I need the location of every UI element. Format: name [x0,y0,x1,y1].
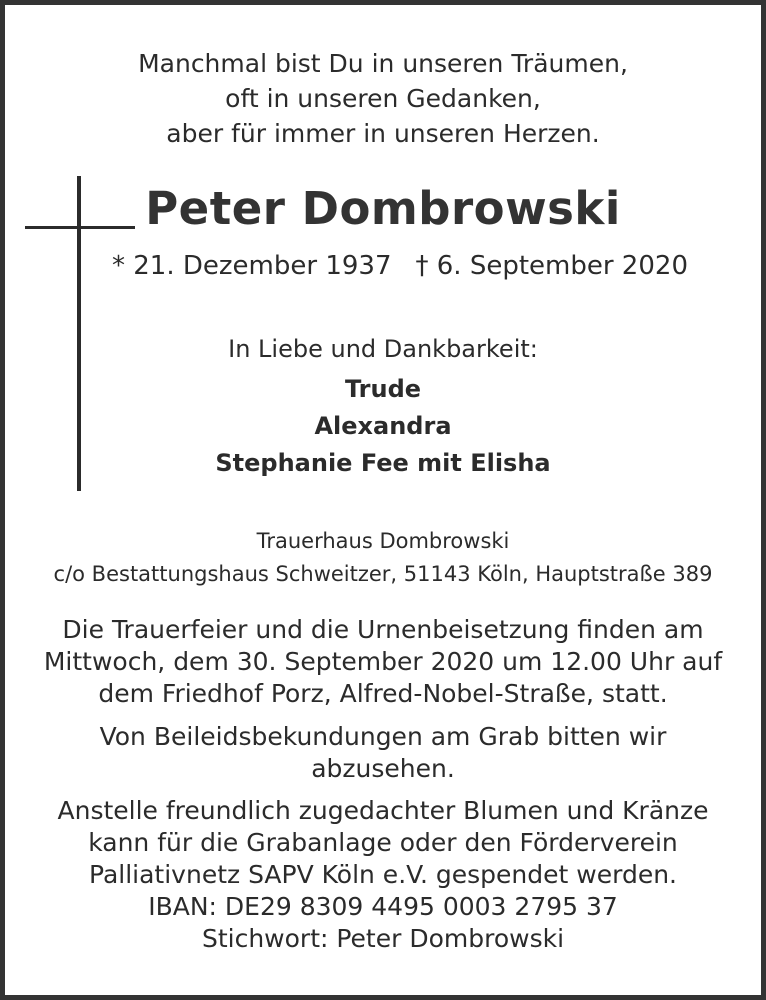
donation-line: kann für die Grabanlage oder den Förderverein [88,828,678,857]
keyword-line: Stichwort: Peter Dombrowski [201,924,565,953]
family-member: Stephanie Fee mit Elisha [215,449,551,477]
condolences-paragraph [0,721,766,785]
address-line: Trauerhaus Dombrowski [256,529,510,553]
memorial-poem [0,46,766,151]
poem-line: aber für immer in unseren Herzen. [166,119,600,148]
ceremony-line: Mittwoch, dem 30. September 2020 um 12.00 Uhr auf [43,647,723,676]
ceremony-line: dem Friedhof Porz, Alfred-Nobel-Straße, statt. [98,679,668,708]
life-dates [112,249,688,283]
death-date: † 6. September 2020 [415,251,688,281]
donation-line: Anstelle freundlich zugedachter Blumen und Kränze [57,796,709,825]
deceased-name: Peter Dombrowski [145,182,621,235]
donation-line: Palliativnetz SAPV Köln e.V. gespendet werden. [89,860,677,889]
ceremony-paragraph [0,614,766,710]
mourning-address [0,525,766,591]
donation-paragraph [0,795,766,955]
birth-date: * 21. Dezember 1937 [112,251,392,281]
poem-line: Manchmal bist Du in unseren Träumen, [138,49,628,78]
iban-line: IBAN: DE29 8309 4495 0003 2795 37 [148,892,618,921]
address-line: c/o Bestattungshaus Schweitzer, 51143 Köln, Hauptstraße 389 [53,562,713,586]
thanks-intro: In Liebe und Dankbarkeit: [228,335,538,363]
family-member: Alexandra [314,412,452,440]
poem-line: oft in unseren Gedanken, [225,84,541,113]
condolences-line: abzusehen. [311,754,455,783]
family-member: Trude [344,375,422,403]
family-list [0,371,766,482]
ceremony-line: Die Trauerfeier und die Urnenbeisetzung finden am [62,615,704,644]
condolences-line: Von Beileidsbekundungen am Grab bitten wir [99,722,667,751]
